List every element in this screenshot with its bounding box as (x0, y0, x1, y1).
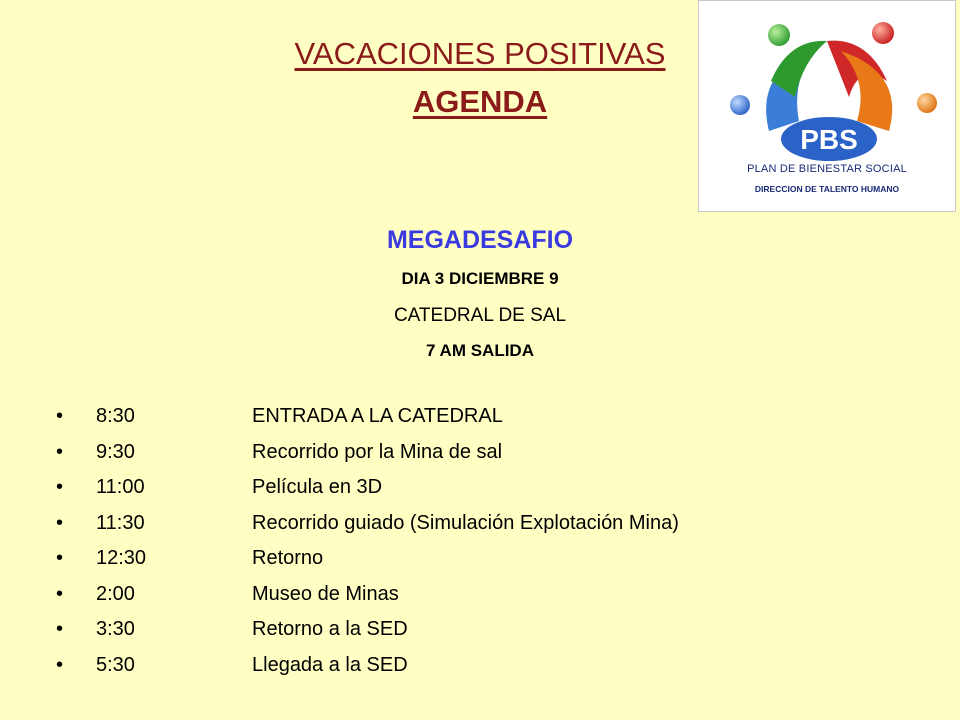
list-item (56, 547, 679, 583)
logo-caption: PLAN DE BIENESTAR SOCIAL (747, 163, 907, 175)
item-time: 3:30 (96, 618, 135, 640)
pbs-logo (698, 0, 956, 212)
list-item (56, 654, 679, 690)
list-item (56, 441, 679, 477)
event-date: DIA 3 DICIEMBRE 9 (401, 269, 559, 288)
item-activity: Recorrido guiado (Simulación Explotación Mina) (252, 511, 679, 534)
bullet-icon: • (56, 440, 64, 463)
list-item (56, 583, 679, 619)
logo-subcaption: DIRECCION DE TALENTO HUMANO (754, 184, 900, 194)
event-name: MEGADESAFIO (386, 226, 574, 254)
item-activity: Película en 3D (252, 476, 383, 498)
bullet-icon: • (56, 547, 64, 569)
bullet-icon: • (56, 582, 64, 605)
item-activity: Museo de Minas (252, 582, 399, 605)
bullet-icon: • (56, 618, 64, 640)
bullet-icon: • (56, 476, 64, 498)
event-place: CATEDRAL DE SAL (393, 305, 567, 326)
bullet-icon: • (56, 511, 64, 534)
item-activity: ENTRADA A LA CATEDRAL (252, 405, 503, 427)
item-time: 8:30 (96, 405, 135, 427)
page-subtitle: AGENDA (412, 84, 548, 119)
bullet-icon: • (56, 405, 64, 427)
item-time: 2:00 (96, 582, 135, 605)
list-item (56, 618, 679, 654)
pbs-logo-graphic (699, 1, 955, 211)
item-time: 11:00 (96, 476, 145, 498)
event-departure: 7 AM SALIDA (426, 341, 534, 360)
logo-text: PBS (800, 124, 858, 155)
page-title: VACACIONES POSITIVAS (294, 36, 666, 71)
item-activity: Retorno (252, 547, 324, 569)
item-time: 11:30 (96, 511, 145, 534)
item-activity: Recorrido por la Mina de sal (252, 440, 503, 463)
list-item (56, 476, 679, 512)
agenda-list (56, 405, 679, 689)
item-activity: Retorno a la SED (252, 618, 408, 640)
list-item (56, 512, 679, 548)
bullet-icon: • (56, 653, 64, 676)
item-time: 5:30 (96, 653, 135, 676)
item-activity: Llegada a la SED (252, 653, 408, 676)
item-time: 12:30 (96, 547, 147, 569)
item-time: 9:30 (96, 440, 135, 463)
list-item (56, 405, 679, 441)
